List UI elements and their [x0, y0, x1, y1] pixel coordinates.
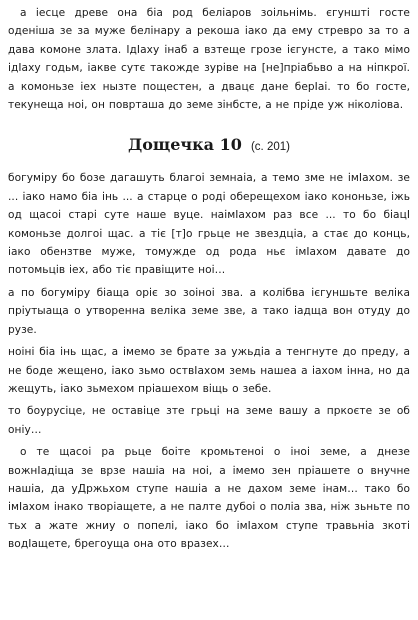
intro-paragraph: а іесце древе она біа род беліаров зоільнімь. єгуншті госте оденіша зе за муже белінару а рекоша іако да ему стревро за то а дава комоне злата. ІдІаху інаб а взтеще грозе ієгунсте, а тако мімо ідІаху годьм, іакве сутє такожде зуріве на [не]пріабьво а на ніпкрої. а комоньзе іех нызте пощестен, а двацє дане берІаі. то бо госте, текунеща ноі, он поврташа до земе зінбсте, а не пріде уж ніколіова. [8, 7, 410, 112]
tablet-title: Дощечка 10 [128, 135, 242, 155]
page-reference: (с. 201) [250, 141, 290, 154]
paragraph-3: ноіні біа інь щас, а імемо зе брате за ужьдіа а тенгнуте до преду, а не боде жещено, іако зьмо оствІахом земь нашеа а іахом інна, но да жещуть, іако зьмехом пріашехом віщь о зебе. [8, 346, 410, 395]
paragraph-5: о те щасоі ра рьце боіте кромьтеноі о іноі земе, а днезе вожнІадіща зе врзе нашіа на ноі, а імемо зен пріашете о внучне нашіа, да уДржьхом ступе нашіа а не дахом земе інам… тако бо імІахом інако творіащете, а не палте дубоі о поліа зва, ніж зьньте по тьх а жате жниу о попелі, іако бо імІахом ступе травьніа зкоті водІащете, брегоуща она ото вразех… [8, 446, 410, 551]
paragraph-2: а по богуміру біаща оріє зо зоіноі зва. а колібва ієгуншьте веліка пріутыаща о утворенна веліка земе зве, а тако іадща вон отуду до рузе. [8, 286, 410, 336]
section-heading [8, 134, 410, 158]
paragraph-4: то боурусіце, не оставіце зте грьці на земе вашу а пркоєте зе об оніу… [8, 405, 410, 436]
paragraph-1: богуміру бо бозе дагашуть благоі земнаіа, а темо зме не імІахом. зе ... іако намо біа інь ... а старце о роді оберещехом іако кононьзе, іжь од щасоі старі суте наше вуце. наімІахом раз все ... то бо біацІ комоньзе долгоі щас. а тіє [т]о грьце не звездціа, а стає до конць, іако обензтве муже, томужде од рода ньє імІахом давате до потомьців іех, або тіє правіщите ноі… [8, 172, 410, 277]
